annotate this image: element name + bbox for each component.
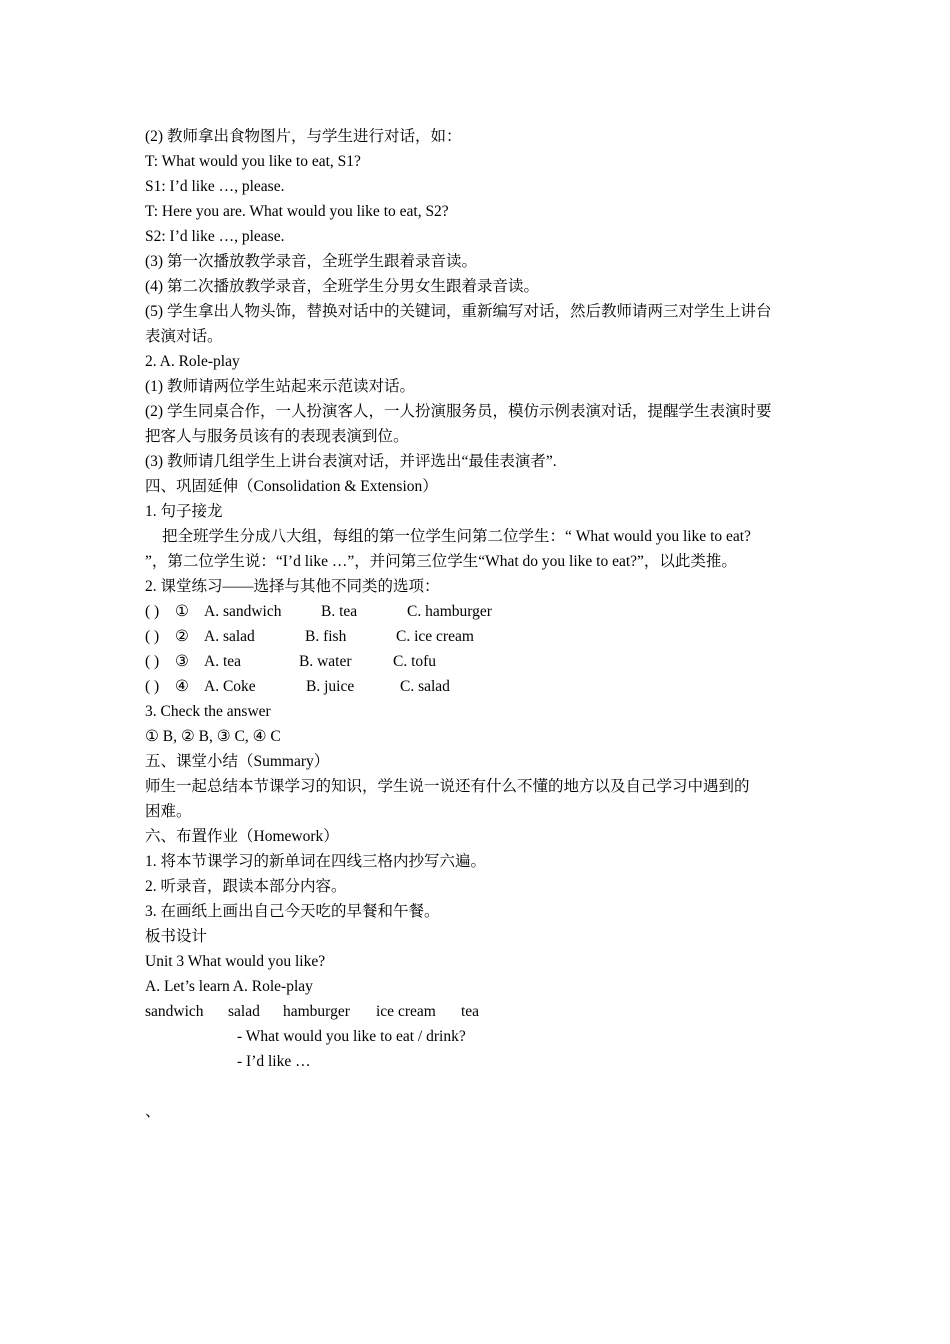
option-c: C. hamburger xyxy=(407,603,492,620)
option-a: A. tea xyxy=(204,653,242,670)
text-line: 把全班学生分成八大组，每组的第一位学生问第二位学生：“ What would you like to eat? xyxy=(162,528,751,545)
dialogue-line: S1: I’d like …, please. xyxy=(145,178,285,195)
board-sentence: - I’d like … xyxy=(237,1053,311,1070)
text-line: 1. 将本节课学习的新单词在四线三格内抄写六遍。 xyxy=(145,853,487,870)
section-heading: 六、布置作业（Homework） xyxy=(145,828,339,845)
board-word-list xyxy=(145,999,825,1024)
subsection-heading: 1. 句子接龙 xyxy=(145,503,223,520)
subsection-heading: 3. Check the answer xyxy=(145,703,271,720)
question-number: ③ xyxy=(175,653,189,670)
document-body xyxy=(145,124,825,1124)
dialogue-line: T: Here you are. What would you like to eat, S2? xyxy=(145,203,449,220)
board-word: sandwich xyxy=(145,1003,204,1020)
section-heading: 板书设计 xyxy=(145,928,208,945)
text-line: (4) 第二次播放教学录音，全班学生分男女生跟着录音读。 xyxy=(145,278,539,295)
answer-key: ① B, ② B, ③ C, ④ C xyxy=(145,728,281,745)
option-b: B. juice xyxy=(306,678,355,695)
option-b: B. fish xyxy=(305,628,347,645)
text-line: (1) 教师请两位学生站起来示范读对话。 xyxy=(145,378,415,395)
text-line: (3) 第一次播放教学录音，全班学生跟着录音读。 xyxy=(145,253,477,270)
question-number: ④ xyxy=(175,678,189,695)
option-b: B. tea xyxy=(321,603,358,620)
answer-bracket: ( ) xyxy=(145,603,160,620)
text-line: 把客人与服务员该有的表现表演到位。 xyxy=(145,428,409,445)
board-word: hamburger xyxy=(283,1003,350,1020)
option-b: B. water xyxy=(299,653,352,670)
text-line: (3) 教师请几组学生上讲台表演对话，并评选出“最佳表演者”. xyxy=(145,453,557,470)
option-c: C. tofu xyxy=(393,653,437,670)
answer-bracket: ( ) xyxy=(145,628,160,645)
option-a: A. Coke xyxy=(204,678,256,695)
answer-bracket: ( ) xyxy=(145,678,160,695)
text-line: 表演对话。 xyxy=(145,328,223,345)
exercise-row xyxy=(145,674,825,699)
section-heading: 五、课堂小结（Summary） xyxy=(145,753,330,770)
option-a: A. sandwich xyxy=(204,603,282,620)
text-line: 2. 听录音，跟读本部分内容。 xyxy=(145,878,347,895)
question-number: ① xyxy=(175,603,189,620)
exercise-row xyxy=(145,599,825,624)
text-line: 师生一起总结本节课学习的知识，学生说一说还有什么不懂的地方以及自己学习中遇到的 xyxy=(145,778,750,795)
text-line: (2) 教师拿出食物图片，与学生进行对话，如： xyxy=(145,128,462,145)
text-line: 困难。 xyxy=(145,803,192,820)
answer-bracket: ( ) xyxy=(145,653,160,670)
text-line: (5) 学生拿出人物头饰，替换对话中的关键词，重新编写对话，然后教师请两三对学生上讲台 xyxy=(145,303,772,320)
board-subtitle: A. Let’s learn A. Role-play xyxy=(145,978,313,995)
dialogue-line: S2: I’d like …, please. xyxy=(145,228,285,245)
board-title: Unit 3 What would you like? xyxy=(145,953,326,970)
board-sentence: - What would you like to eat / drink? xyxy=(237,1028,466,1045)
question-number: ② xyxy=(175,628,189,645)
board-word: ice cream xyxy=(376,1003,436,1020)
blank-line xyxy=(145,1074,825,1099)
option-c: C. ice cream xyxy=(396,628,474,645)
subsection-heading: 2. 课堂练习——选择与其他不同类的选项： xyxy=(145,578,440,595)
option-a: A. salad xyxy=(204,628,255,645)
stray-mark: 、 xyxy=(145,1103,161,1120)
exercise-row xyxy=(145,624,825,649)
section-heading: 2. A. Role-play xyxy=(145,353,240,370)
board-word: tea xyxy=(461,1003,480,1020)
text-line: 3. 在画纸上画出自己今天吃的早餐和午餐。 xyxy=(145,903,440,920)
exercise-row xyxy=(145,649,825,674)
dialogue-line: T: What would you like to eat, S1? xyxy=(145,153,361,170)
section-heading: 四、巩固延伸（Consolidation & Extension） xyxy=(145,478,438,495)
text-line: (2) 学生同桌合作，一人扮演客人，一人扮演服务员，模仿示例表演对话，提醒学生表演时要 xyxy=(145,403,772,420)
option-c: C. salad xyxy=(400,678,450,695)
board-word: salad xyxy=(228,1003,260,1020)
text-line: ”，第二位学生说：“I’d like …”，并问第三位学生“What do you like to eat?”，以此类推。 xyxy=(145,553,737,570)
